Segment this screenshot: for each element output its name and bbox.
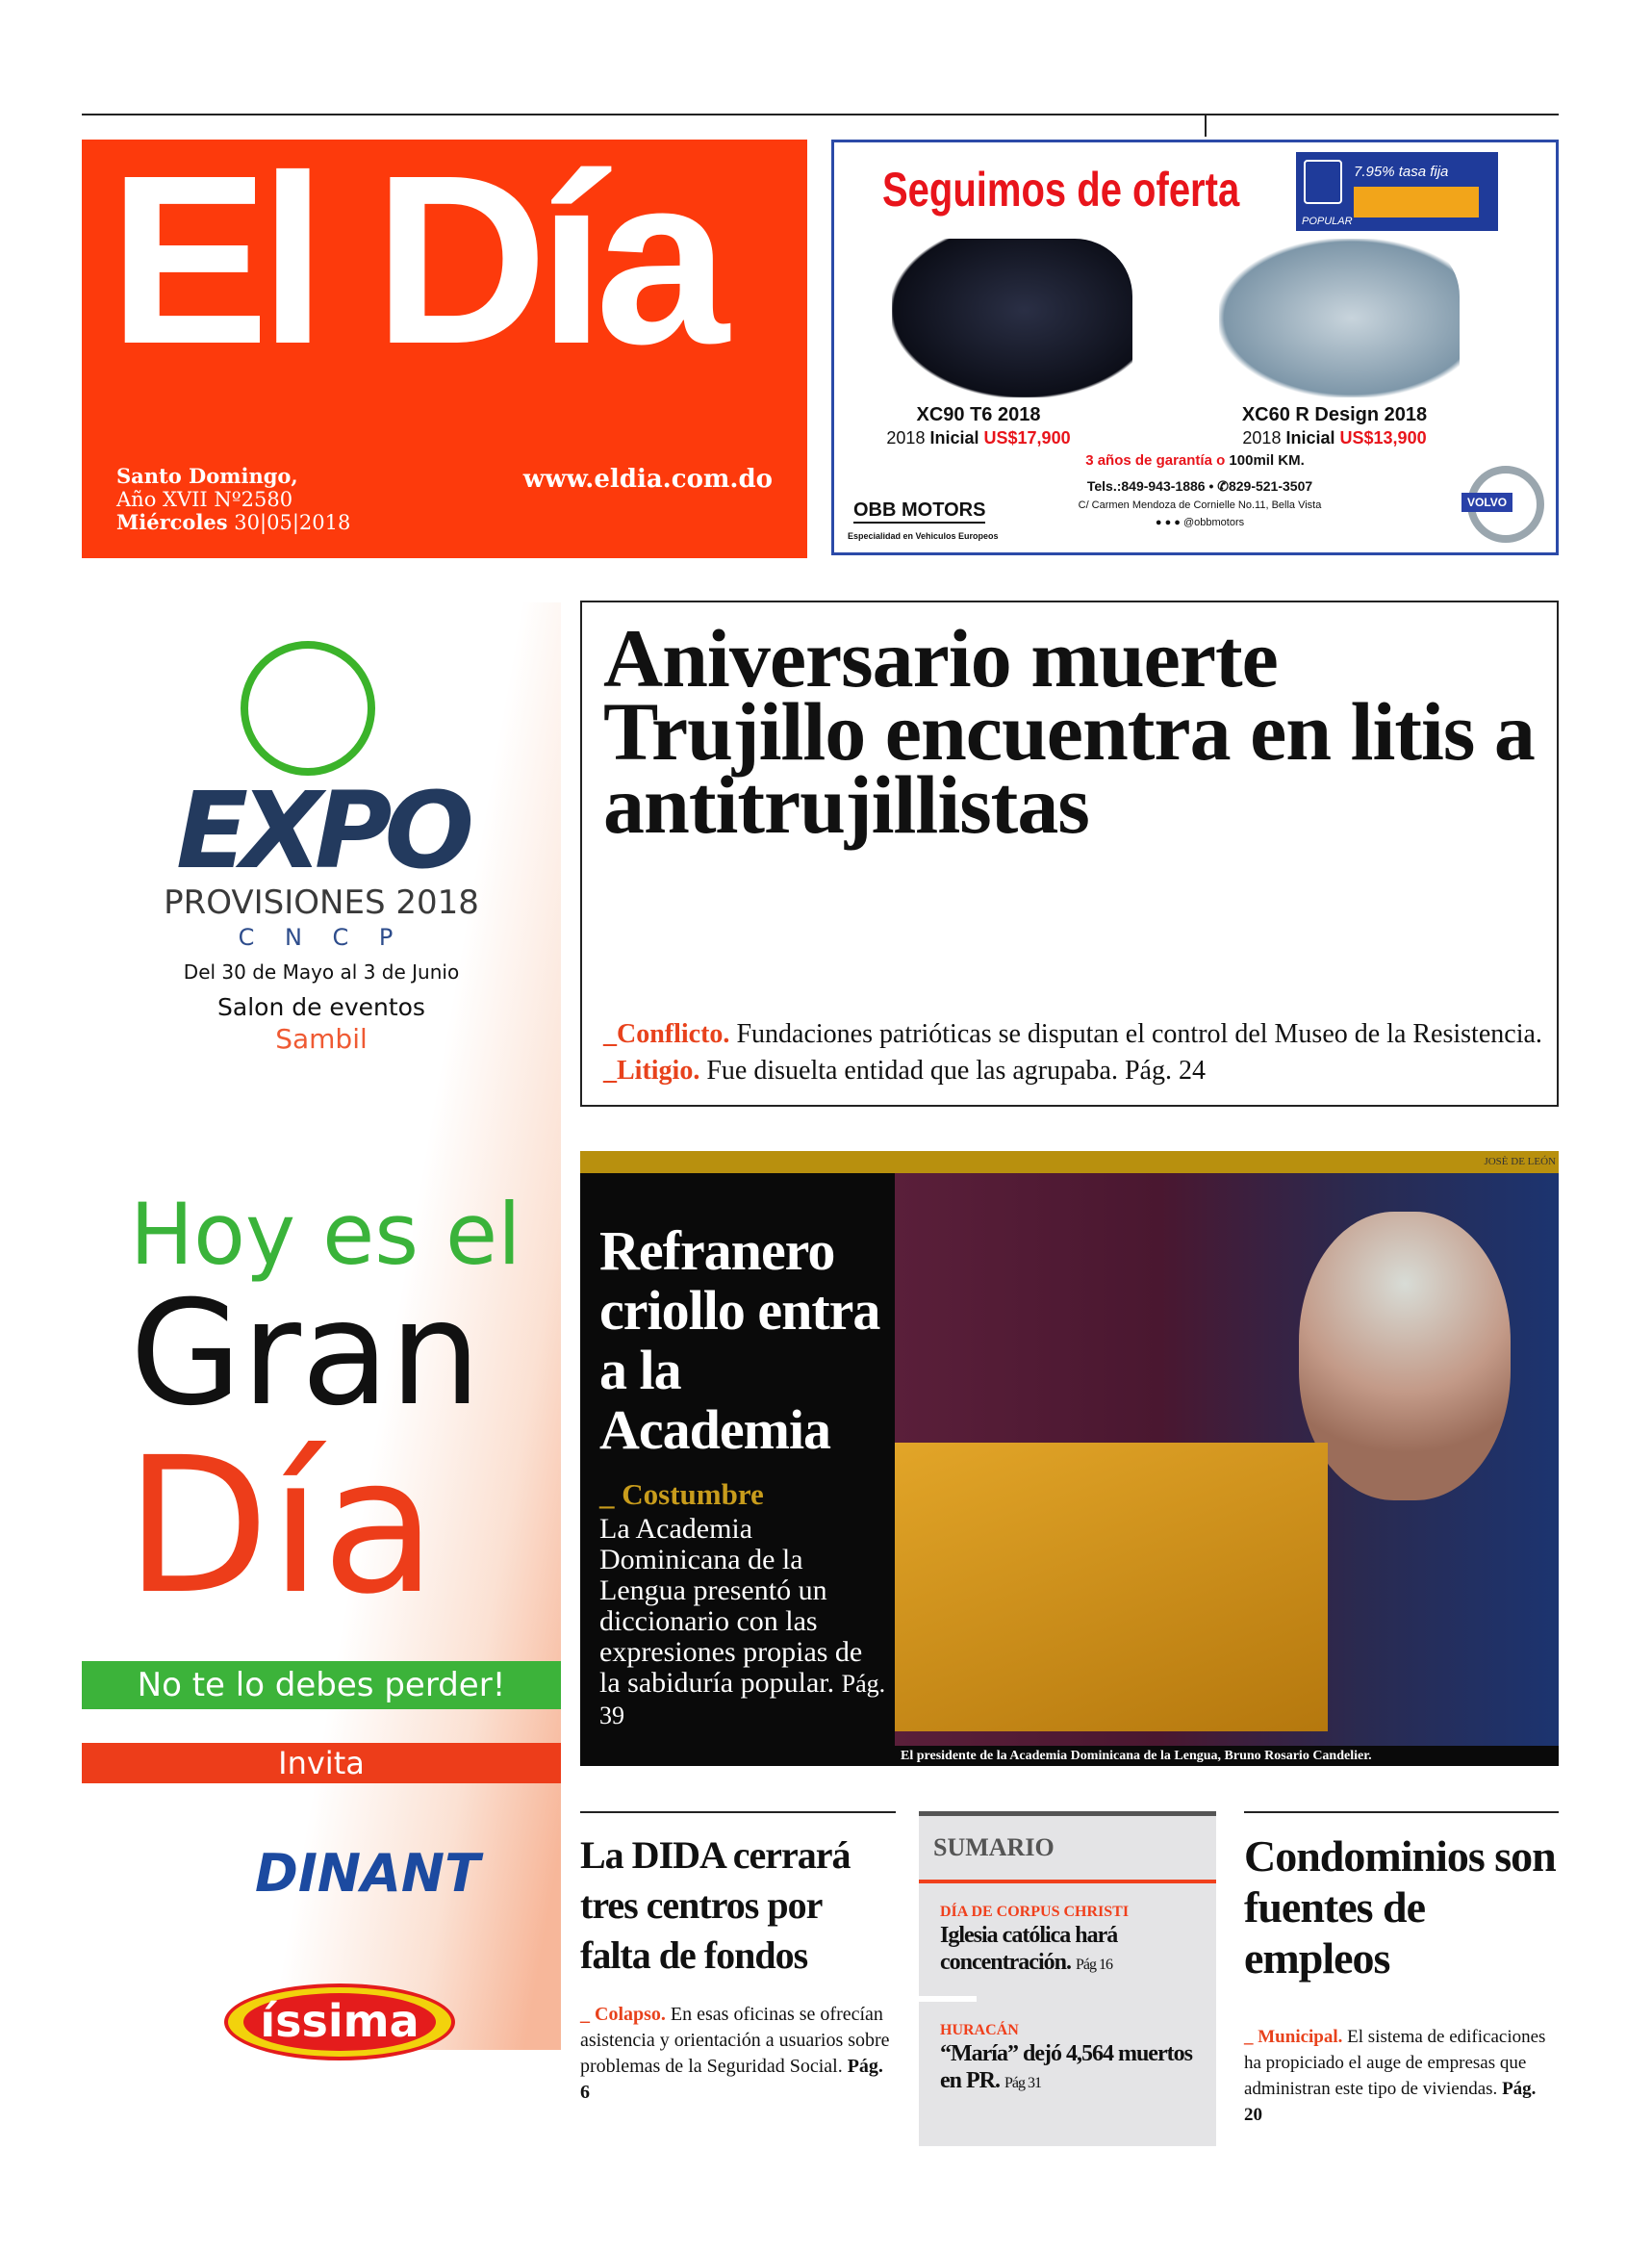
feature-headline[interactable]: Refranero criollo entra a la Academia	[599, 1219, 880, 1461]
dida-text: _ Colapso. En esas oficinas se ofrecían asistencia y orientación a usuarios sobre problemas de la Seguridad Social. Pág. 6	[580, 2004, 890, 2103]
promo-gran: Gran	[130, 1270, 481, 1438]
promo-tagline: No te lo debes perder!	[82, 1661, 561, 1709]
volvo-ad[interactable]	[831, 140, 1559, 555]
sumario-text: Iglesia católica hará concentración. Pág 16	[940, 1923, 1118, 1975]
car-name: XC90 T6 2018	[916, 404, 1041, 425]
sumario-item[interactable]	[919, 2002, 1216, 2097]
top-rule	[82, 114, 1559, 115]
rate: 7.95% tasa fija	[1354, 164, 1449, 180]
venue: Salon de eventos	[217, 993, 425, 1021]
phones: Tels.:849-943-1886 • ✆829-521-3507	[1086, 478, 1313, 494]
social-handles: ● ● ● @obbmotors	[1155, 517, 1245, 528]
issima-wordmark: íssima	[243, 1993, 436, 2051]
main-headline[interactable]: Aniversario muerte Trujillo encuentra en litis a antitrujillistas	[603, 612, 1535, 851]
condo-story[interactable]	[1244, 1811, 1559, 2128]
address: C/ Carmen Mendoza de Cornielle No.11, Bella Vista	[1078, 499, 1322, 511]
promo-hoy: Hoy es el	[130, 1185, 521, 1284]
invita-banner: Invita	[82, 1743, 561, 1783]
expo-subtitle: PROVISIONES 2018	[164, 883, 479, 922]
dinant-logo: DINANT	[255, 1843, 480, 1904]
newspaper-logo: El Día	[109, 140, 720, 394]
website-link[interactable]: www.eldia.com.do	[522, 465, 773, 494]
dida-story[interactable]	[580, 1811, 896, 2106]
main-dek: _Conflicto. Fundaciones patrióticas se disputan el control del Museo de la Resistencia. _Litigio. Fue disuelta entidad que las agrupaba. Pág. 24	[603, 1019, 1542, 1086]
volvo-wordmark: VOLVO	[1461, 493, 1512, 512]
dida-headline[interactable]: La DIDA cerrará tres centros por falta de fondos	[580, 1833, 851, 1977]
feature-text-block	[580, 1173, 895, 1766]
condo-text: _ Municipal. El sistema de edificaciones ha propiciado el auge de empresas que administran este tipo de viviendas. Pág. 20	[1244, 2027, 1546, 2125]
venue-name: Sambil	[275, 1023, 368, 1055]
expo-leaf-logo-icon	[241, 641, 375, 776]
cncp: C N C P	[238, 924, 405, 951]
event-dates: Del 30 de Mayo al 3 de Junio	[183, 960, 460, 984]
date-line	[116, 511, 350, 534]
issima-logo	[224, 1983, 455, 2060]
sumario-label: HURACÁN	[940, 2022, 1019, 2038]
photo-credit: JOSÈ DE LEÓN	[1484, 1156, 1556, 1167]
dealer-logo: OBB MOTORS	[853, 499, 985, 524]
xc90-car-image	[892, 239, 1132, 397]
car-name: XC60 R Design 2018	[1241, 404, 1428, 425]
sumario-box	[919, 1811, 1216, 2146]
sumario-label: DÍA DE CORPUS CHRISTI	[940, 1904, 1130, 1920]
masthead	[82, 140, 807, 558]
feature-kicker: _ Costumbre	[599, 1477, 764, 1511]
volvo-logo-icon	[1467, 466, 1544, 543]
city: Santo Domingo,	[116, 464, 298, 488]
expo-logo: EXPO	[175, 769, 468, 892]
dealer-tagline: Especialidad en Vehiculos Europeos	[848, 531, 999, 541]
weekday: Miércoles	[116, 510, 228, 534]
car-price: 2018 Inicial US$13,900	[1242, 428, 1427, 448]
promo-dia: Día	[125, 1417, 437, 1635]
date: 30|05|2018	[234, 511, 351, 534]
rate-banner	[1354, 187, 1479, 218]
person-head	[1299, 1212, 1511, 1500]
condo-headline[interactable]: Condominios son fuentes de empleos	[1244, 1831, 1556, 1983]
sumario-item[interactable]	[919, 1883, 1216, 1979]
popular-bank-badge	[1296, 152, 1498, 231]
expo-ad[interactable]	[82, 602, 561, 2050]
ad-slogan: Seguimos de oferta	[882, 163, 1240, 217]
feature-bar	[580, 1151, 1559, 1173]
feature-photo	[895, 1173, 1559, 1746]
book	[895, 1443, 1328, 1731]
feature-text: La Academia Dominicana de la Lengua presentó un diccionario con las expresiones propias de la sabiduría popular. Pág. 39	[599, 1513, 886, 1729]
popular-logo-icon	[1304, 160, 1342, 204]
warranty: 3 años de garantía o 100mil KM.	[1085, 452, 1305, 469]
dateline	[116, 465, 350, 534]
sumario-title: SUMARIO	[919, 1816, 1216, 1883]
car-price: 2018 Inicial US$17,900	[886, 428, 1071, 448]
sumario-text: “María” dejó 4,564 muertos en PR. Pág 31	[940, 2041, 1192, 2093]
main-story[interactable]	[580, 601, 1559, 1107]
bank-name: POPULAR	[1302, 216, 1353, 227]
top-rule-tick	[1205, 114, 1207, 137]
photo-caption: El presidente de la Academia Dominicana de la Lengua, Bruno Rosario Candelier.	[895, 1746, 1559, 1766]
issue-number: Año XVII Nº2580	[116, 488, 293, 511]
xc60-car-image	[1219, 239, 1460, 397]
